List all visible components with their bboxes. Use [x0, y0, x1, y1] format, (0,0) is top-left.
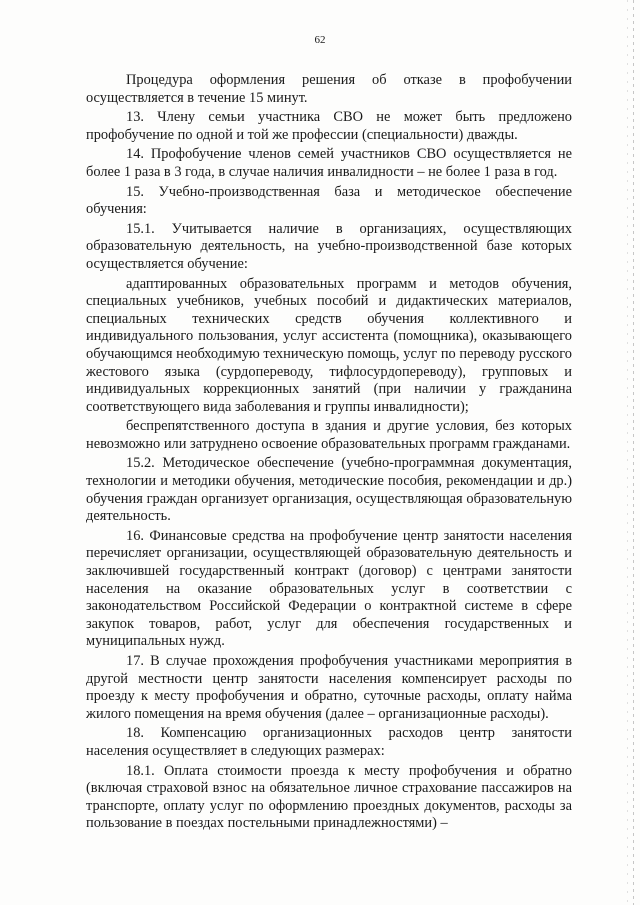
paragraph-procedure-refusal: Процедура оформления решения об отказе в профобучении осуществляется в течение 15 минут.: [86, 72, 572, 106]
paragraph-17: 17. В случае прохождения профобучения участниками мероприятия в другой местности центр занятости населения компенсирует расходы по проезду к месту профобучения и обратно, суточные расходы, оплату найма жилого помещения на время обучения (далее – организационные расходы).: [86, 653, 572, 722]
paragraph-15-1-programs: адаптированных образовательных программ и методов обучения, специальных учебников, учебных пособий и дидактических материалов, специальных технических средств обучения коллективного и индивидуального пользования, услуг ассистента (помощника), оказывающего обучающимся необходимую техническую помощь, услуг по переводу русского жестового языка (сурдопереводу, тифлосурдопереводу), групповых и индивидуальных коррекционных занятий (при наличии у гражданина соответствующего вида заболевания и группы инвалидности);: [86, 275, 572, 415]
paragraph-15: 15. Учебно-производственная база и методическое обеспечение обучения:: [86, 183, 572, 218]
paragraph-13: 13. Члену семьи участника СВО не может быть предложено профобучение по одной и той же профессии (специальности) дважды.: [86, 109, 572, 143]
paragraph-15-1: 15.1. Учитывается наличие в организациях, осуществляющих образовательную деятельность, на учебно-производственной базе которых осуществляется обучение:: [86, 220, 572, 272]
paragraph-14: 14. Профобучение членов семей участников СВО осуществляется не более 1 раза в 3 года, в случае наличия инвалидности – не более 1 раза в год.: [86, 146, 572, 180]
paragraph-16: 16. Финансовые средства на профобучение центр занятости населения перечисляет организации, осуществляющей образовательную деятельность и заключившей государственный контракт (договор) с центрами занятости населения на оказание образовательных услуг в соответствии с законодательством Российской Федерации о контрактной системе в сфере закупок товаров, работ, услуг для обеспечения государственных и муниципальных нужд.: [86, 527, 572, 650]
scan-edge-mark: [627, 0, 628, 905]
paragraph-18-1: 18.1. Оплата стоимости проезда к месту профобучения и обратно (включая страховой взнос на обязательное личное страхование пассажиров на транспорте, оплату услуг по оформлению проездных документов, расходы за пользование в поездах постельными принадлежностями) –: [86, 762, 572, 832]
paragraph-15-2: 15.2. Методическое обеспечение (учебно-программная документация, технологии и методики обучения, методические пособия, рекомендации и др.) обучения граждан организует организация, осуществляющая образовательную деятельность.: [86, 455, 572, 525]
scan-edge-mark: [633, 0, 634, 905]
document-body: [86, 72, 572, 835]
page-number: 62: [314, 34, 326, 46]
paragraph-18: 18. Компенсацию организационных расходов центр занятости населения осуществляет в следующих размерах:: [86, 725, 572, 759]
paragraph-15-1-access: беспрепятственного доступа в здания и другие условия, без которых невозможно или затруднено освоение образовательных программ гражданами.: [86, 418, 572, 452]
